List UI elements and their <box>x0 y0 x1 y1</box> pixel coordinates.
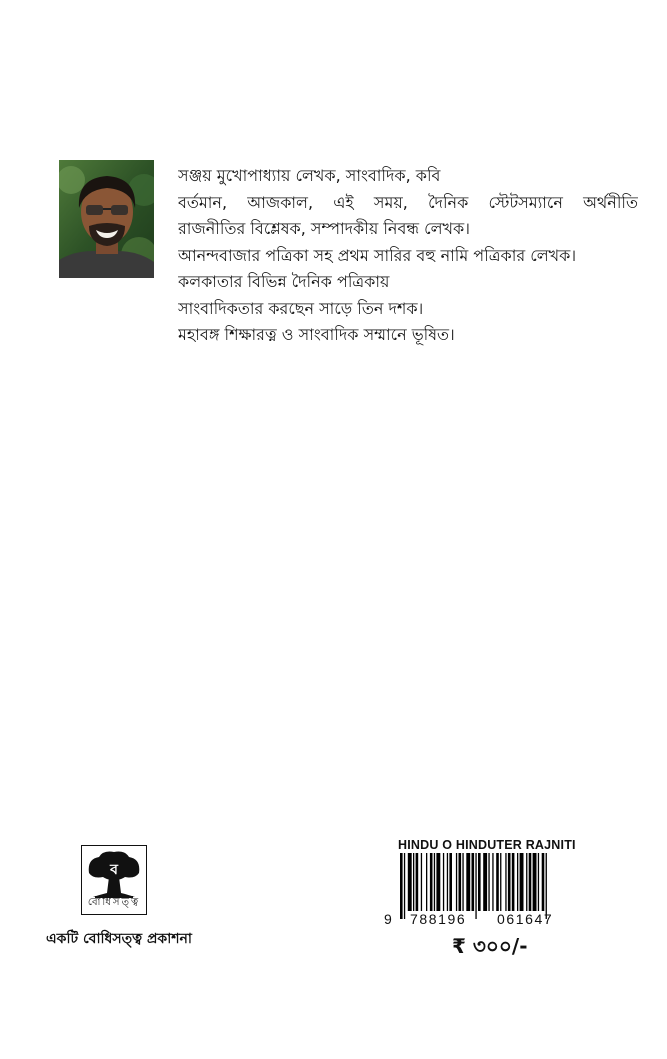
barcode-bar <box>526 853 527 911</box>
isbn-group-1: 788196 <box>410 911 467 927</box>
barcode-bar <box>533 853 537 911</box>
barcode-bar <box>520 853 524 911</box>
barcode-bar <box>456 853 457 911</box>
barcode-bar <box>508 853 511 911</box>
bio-line: মহাবঙ্গ শিক্ষারত্ন ও সাংবাদিক সম্মানে ভূষিত। <box>178 325 455 344</box>
tree-logo-icon <box>85 849 143 899</box>
barcode-bar <box>472 853 475 911</box>
barcode-bar <box>542 853 545 911</box>
barcode-bar <box>500 853 501 911</box>
barcode-bar <box>538 853 539 911</box>
barcode-bar <box>459 853 462 911</box>
bio-line: সঞ্জয় মুখোপাধ্যায় লেখক, সাংবাদিক, কবি <box>178 166 441 185</box>
barcode-bar <box>546 853 547 919</box>
barcode-bar <box>434 853 435 911</box>
barcode-bar <box>488 853 489 911</box>
barcode-bar <box>430 853 433 911</box>
barcode-bar <box>421 853 422 911</box>
bio-line: রাজনীতির বিশ্লেষক, সম্পাদকীয় নিবন্ধ লেখক। <box>178 219 470 238</box>
barcode-bar <box>483 853 487 911</box>
barcode-bar <box>404 853 405 919</box>
isbn-barcode <box>396 853 592 919</box>
barcode-bar <box>496 853 499 911</box>
publisher-logo <box>81 845 147 915</box>
barcode-bar <box>529 853 532 911</box>
logo-letter: ব <box>110 862 118 878</box>
barcode-bar <box>443 853 444 911</box>
barcode-bar <box>512 853 515 911</box>
bio-line: সাংবাদিকতার করছেন সাড়ে তিন দশক। <box>178 298 424 318</box>
barcode-bar <box>426 853 427 911</box>
barcode-bar <box>466 853 470 911</box>
barcode-bar <box>413 853 414 911</box>
bio-line: বর্তমান, আজকাল, এই সময়, দৈনিক স্টেটসম্যানে অর্থনীতি <box>178 192 638 212</box>
isbn-group-2: 061647 <box>497 911 554 927</box>
bio-line: কলকাতার বিভিন্ন দৈনিক পত্রিকায় <box>178 272 390 291</box>
barcode-title: HINDU O HINDUTER RAJNITI <box>398 838 576 852</box>
bio-line: আনন্দবাজার পত্রিকা সহ প্রথম সারির বহু নামি পত্রিকার লেখক। <box>178 245 577 265</box>
barcode-bar <box>447 853 448 911</box>
author-portrait-icon <box>59 160 154 278</box>
author-bio <box>178 163 638 349</box>
price: ₹ ৩০০/- <box>452 934 528 958</box>
logo-name: বোধিসত্ত্ব <box>87 897 141 908</box>
barcode-bar <box>408 853 412 911</box>
barcode-bar <box>400 853 403 919</box>
barcode-bar <box>517 853 518 911</box>
isbn-lead-digit: 9 <box>384 911 392 927</box>
barcode-bar <box>505 853 506 911</box>
barcode-bar <box>478 853 481 911</box>
barcode-bar <box>462 853 463 911</box>
barcode-bar <box>475 853 476 919</box>
barcode-bar <box>449 853 452 911</box>
barcode-bar <box>416 853 419 911</box>
publisher-label: একটি বোধিসত্ত্ব প্রকাশনা <box>46 931 192 947</box>
author-photo <box>59 160 154 278</box>
barcode-bar <box>492 853 493 911</box>
barcode-bar <box>436 853 440 911</box>
